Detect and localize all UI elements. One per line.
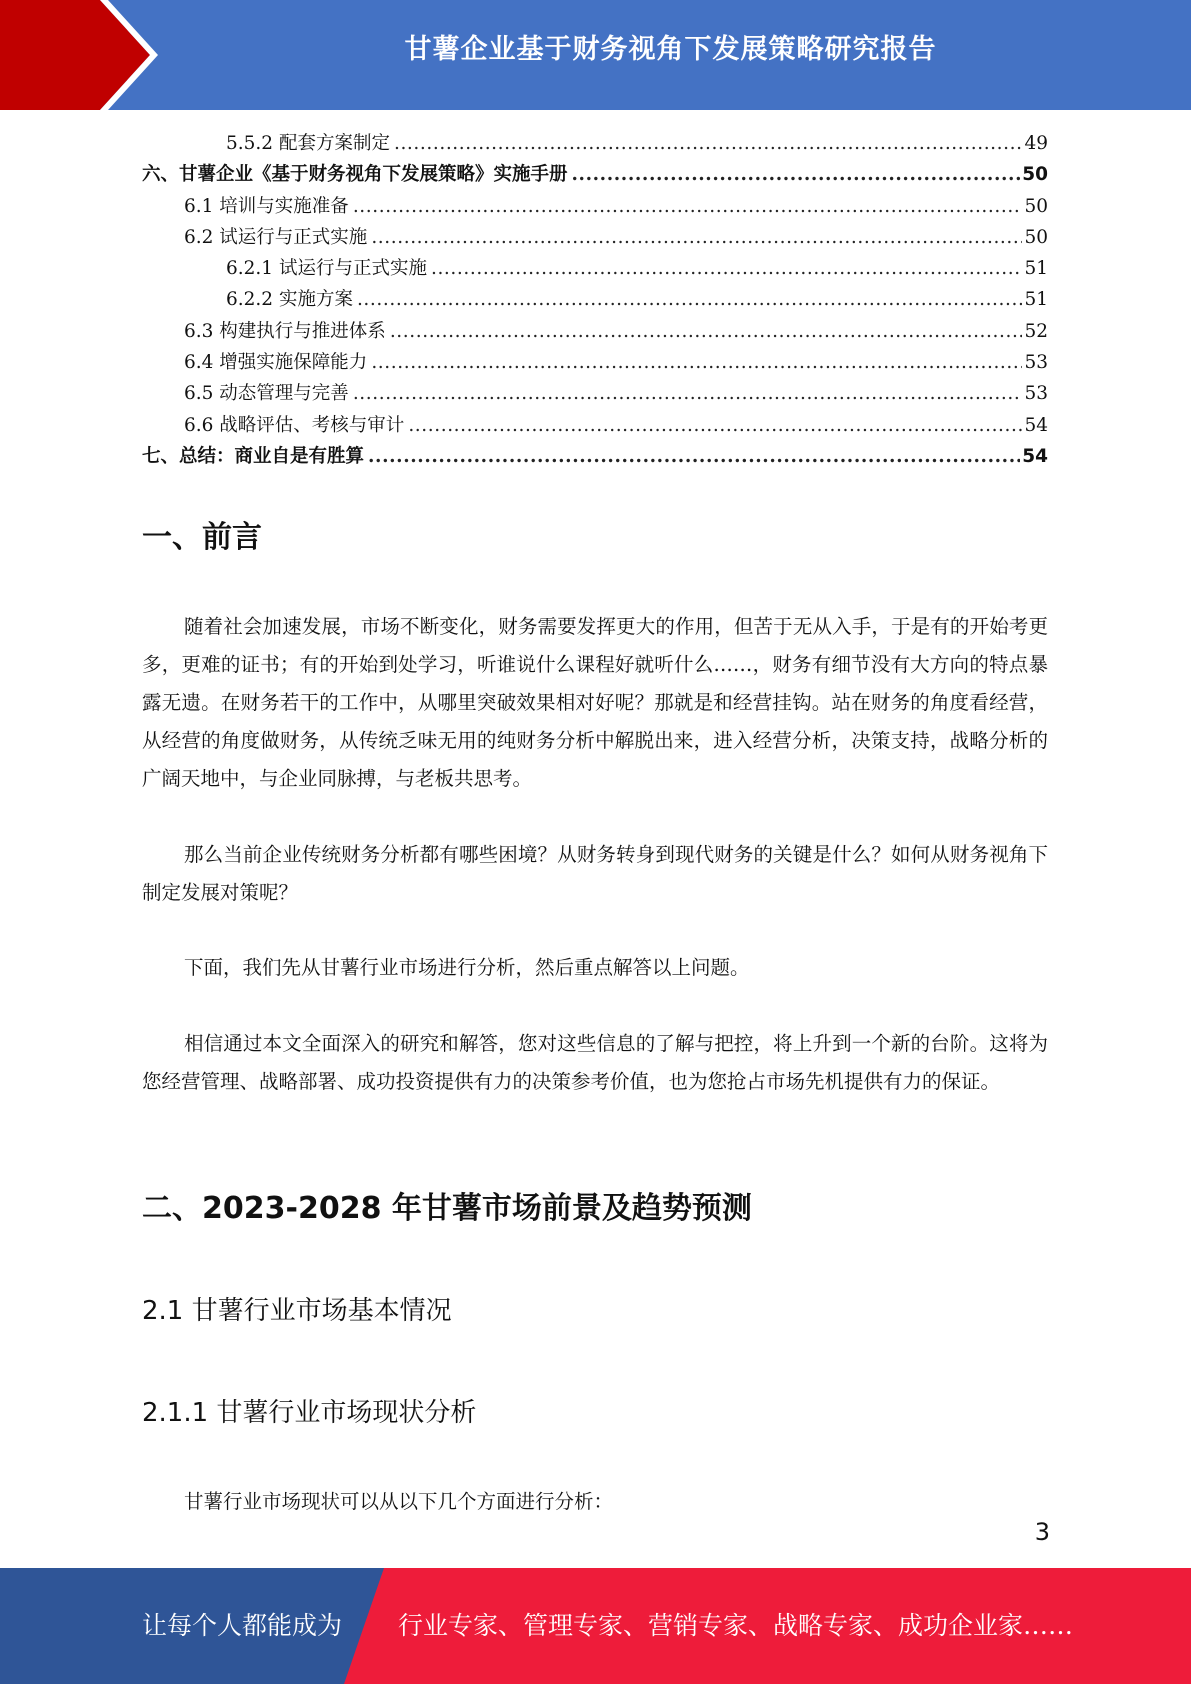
toc-entry[interactable]: [142, 441, 1048, 472]
toc-entry[interactable]: [142, 253, 1048, 284]
page-footer: [0, 1568, 1191, 1684]
body-paragraph: 甘薯行业市场现状可以从以下几个方面进行分析：: [184, 1490, 614, 1513]
toc-entry-label: 6.2.2 实施方案: [142, 284, 357, 315]
subsubsection-heading: 2.1.1 甘薯行业市场现状分析: [142, 1398, 477, 1428]
table-of-contents: [142, 128, 1048, 472]
toc-leader-dots: [371, 222, 1022, 253]
toc-entry[interactable]: [142, 316, 1048, 347]
toc-entry-label: 5.5.2 配套方案制定: [142, 128, 394, 159]
toc-entry-label: 6.4 增强实施保障能力: [142, 347, 371, 378]
toc-leader-dots: [394, 128, 1022, 159]
header-title: 甘薯企业基于财务视角下发展策略研究报告: [404, 34, 937, 65]
toc-entry-page: 52: [1024, 320, 1048, 342]
body-paragraph: 相信通过本文全面深入的研究和解答，您对这些信息的了解与把控，将上升到一个新的台阶。这将为您经营管理、战略部署、成功投资提供有力的决策参考价值，也为您抢占市场先机提供有力的保证。: [142, 1032, 1048, 1093]
toc-entry[interactable]: [142, 410, 1048, 441]
toc-leader-dots: [431, 253, 1022, 284]
toc-entry-page: 50: [1022, 164, 1048, 186]
toc-entry-label: 6.3 构建执行与推进体系: [142, 316, 390, 347]
toc-entry-page: 50: [1024, 226, 1048, 248]
toc-entry[interactable]: [142, 347, 1048, 378]
toc-entry-label: 6.6 战略评估、考核与审计: [142, 410, 408, 441]
toc-leader-dots: [390, 316, 1023, 347]
toc-entry-page: 51: [1024, 258, 1048, 280]
toc-leader-dots: [572, 159, 1021, 190]
body-paragraph: 那么当前企业传统财务分析都有哪些困境？从财务转身到现代财务的关键是什么？如何从财务视角下制定发展对策呢？: [142, 843, 1048, 904]
toc-entry-label: 6.2 试运行与正式实施: [142, 222, 371, 253]
page-number: 3: [1034, 1518, 1050, 1546]
footer-slogan-left: 让每个人都能成为: [142, 1611, 343, 1640]
toc-entry-page: 50: [1024, 195, 1048, 217]
section-heading-preface: 一、前言: [142, 520, 262, 555]
toc-leader-dots: [371, 347, 1022, 378]
body-paragraph: 随着社会加速发展，市场不断变化，财务需要发挥更大的作用，但苦于无从入手，于是有的开始考更多，更难的证书；有的开始到处学习，听谁说什么课程好就听什么……，财务有细节没有大方向的特点暴露无遗。在财务若干的工作中，从哪里突破效果相对好呢？那就是和经营挂钩。站在财务的角度看经营，从经营的角度做财务，从传统乏味无用的纯财务分析中解脱出来，进入经营分析，决策支持，战略分析的广阔天地中，与企业同脉搏，与老板共思考。: [142, 615, 1048, 790]
toc-entry-page: 54: [1022, 445, 1048, 467]
toc-entry[interactable]: [142, 159, 1048, 190]
page-header: [0, 0, 1191, 110]
toc-entry-label: 6.1 培训与实施准备: [142, 191, 353, 222]
toc-entry-label: 6.2.1 试运行与正式实施: [142, 253, 431, 284]
subsection-heading: 2.1 甘薯行业市场基本情况: [142, 1296, 452, 1326]
toc-entry-label: 六、甘薯企业《基于财务视角下发展策略》实施手册: [142, 159, 572, 190]
section-heading-market-outlook: 二、2023-2028 年甘薯市场前景及趋势预测: [142, 1191, 752, 1226]
toc-entry[interactable]: [142, 128, 1048, 159]
toc-entry[interactable]: [142, 191, 1048, 222]
toc-leader-dots: [353, 378, 1023, 409]
toc-entry-page: 49: [1024, 133, 1048, 154]
toc-entry[interactable]: [142, 378, 1048, 409]
toc-entry-label: 6.5 动态管理与完善: [142, 378, 353, 409]
toc-leader-dots: [353, 191, 1023, 222]
toc-entry-page: 53: [1024, 383, 1048, 405]
toc-entry[interactable]: [142, 222, 1048, 253]
toc-entry-label: 七、总结：商业自是有胜算: [142, 441, 368, 472]
toc-entry-page: 51: [1024, 289, 1048, 311]
toc-entry-page: 54: [1024, 414, 1048, 436]
toc-leader-dots: [368, 441, 1020, 472]
toc-entry-page: 53: [1024, 352, 1048, 374]
footer-slogan-right: 行业专家、管理专家、营销专家、战略专家、成功企业家……: [398, 1611, 1074, 1640]
toc-leader-dots: [408, 410, 1022, 441]
toc-leader-dots: [357, 284, 1023, 315]
body-paragraph: 下面，我们先从甘薯行业市场进行分析，然后重点解答以上问题。: [184, 956, 750, 979]
toc-entry[interactable]: [142, 284, 1048, 315]
